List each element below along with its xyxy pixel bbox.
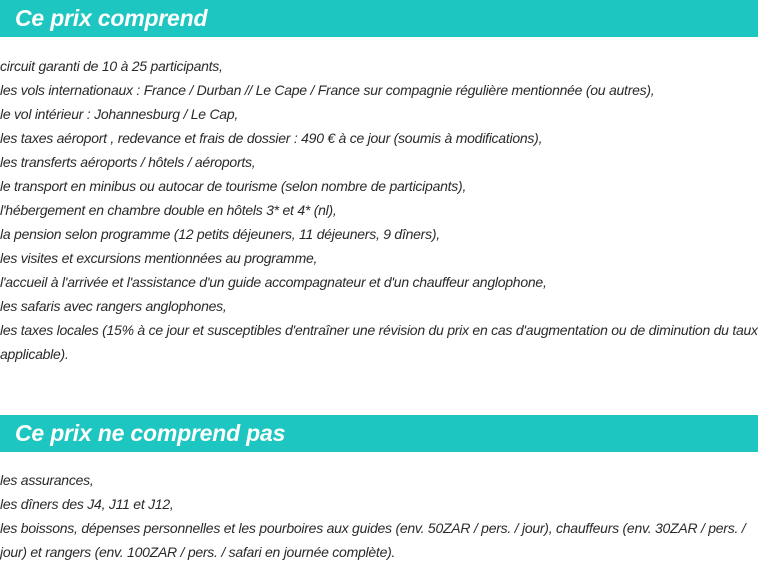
list-item: les safaris avec rangers anglophones, [0,298,227,314]
list-item: les boissons, dépenses personnelles et les pourboires aux guides (env. 50ZAR / pers. / jour), chauffeurs (env. 30ZAR / pers. / jour) et rangers (env. 100ZAR / pers. / safari en journée complète). [0,520,746,560]
list-item: les vols internationaux : France / Durban // Le Cape / France sur compagnie régulière mentionnée (ou autres), [0,82,655,98]
included-section-title: Ce prix comprend [0,0,758,37]
list-item: les dîners des J4, J11 et J12, [0,496,174,512]
list-item: les transferts aéroports / hôtels / aéroports, [0,154,256,170]
list-item: les taxes aéroport , redevance et frais de dossier : 490 € à ce jour (soumis à modifications), [0,130,543,146]
list-item: l'accueil à l'arrivée et l'assistance d'un guide accompagnateur et d'un chauffeur anglophone, [0,274,547,290]
list-item: la pension selon programme (12 petits déjeuners, 11 déjeuners, 9 dîners), [0,226,440,242]
list-item: les taxes locales (15% à ce jour et susceptibles d'entraîner une révision du prix en cas d'augmentation ou de diminution du taux applicable). [0,322,758,362]
list-item: le transport en minibus ou autocar de tourisme (selon nombre de participants), [0,178,467,194]
list-item: l'hébergement en chambre double en hôtels 3* et 4* (nl), [0,202,337,218]
excluded-section-title: Ce prix ne comprend pas [0,415,758,452]
list-item: les visites et excursions mentionnées au programme, [0,250,318,266]
list-item: le vol intérieur : Johannesburg / Le Cap, [0,106,239,122]
list-item: circuit garanti de 10 à 25 participants, [0,58,223,74]
excluded-items-list [0,468,758,564]
included-items-list [0,54,758,366]
list-item: les assurances, [0,472,94,488]
